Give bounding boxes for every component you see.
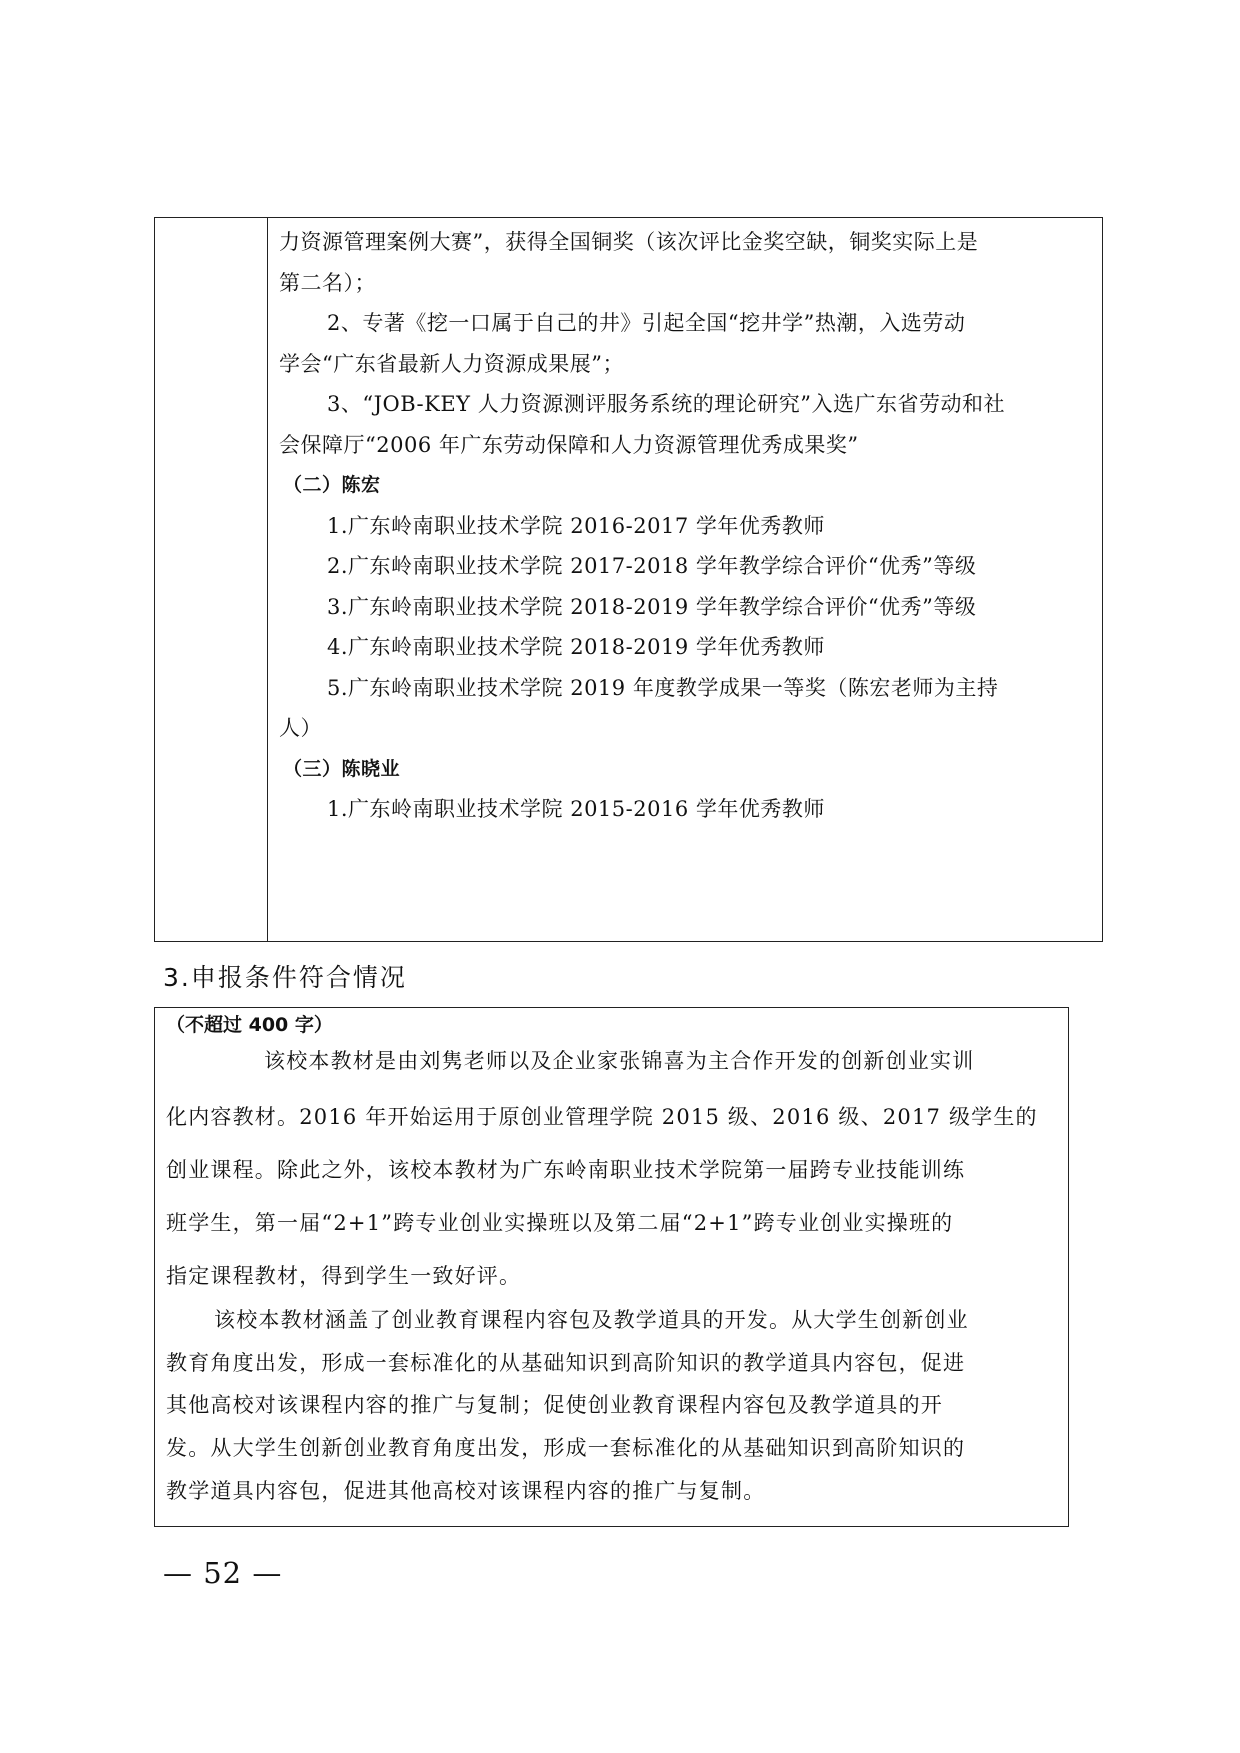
subheading-chen-hong: （二）陈宏 [283,474,381,496]
word-limit-note: （不超过 400 字） [166,1014,333,1036]
table-column-divider [267,218,268,941]
subheading-chen-xiaoye: （三）陈晓业 [283,757,401,780]
paragraph-line: 班学生，第一届“2+1”跨专业创业实操班以及第二届“2+1”跨专业创业实操班的 [166,1211,954,1235]
paragraph-line: 创业课程。除此之外，该校本教材为广东岭南职业技术学院第一届跨专业技能训练 [166,1158,966,1182]
paragraph-line: 该校本教材是由刘隽老师以及企业家张锦喜为主合作开发的创新创业实训 [264,1049,975,1073]
award-line: 第二名）； [279,270,376,295]
award-line: 会保障厅“2006 年广东劳动保障和人力资源管理优秀成果奖” [279,432,859,457]
section-title: 3.申报条件符合情况 [163,963,407,992]
paragraph-line: 其他高校对该课程内容的推广与复制；促使创业教育课程内容包及教学道具的开 [166,1393,943,1417]
page-number: — 52 — [163,1556,283,1590]
award-line: 人） [279,716,322,740]
paragraph-line: 教育角度出发，形成一套标准化的从基础知识到高阶知识的教学道具内容包，促进 [166,1351,966,1375]
award-line: 2.广东岭南职业技术学院 2017-2018 学年教学综合评价“优秀”等级 [327,554,977,578]
paragraph-line: 指定课程教材，得到学生一致好评。 [166,1264,522,1288]
award-line: 3、“JOB-KEY 人力资源测评服务系统的理论研究”入选广东省劳动和社 [327,392,1005,416]
award-line: 3.广东岭南职业技术学院 2018-2019 学年教学综合评价“优秀”等级 [327,594,977,619]
award-line: 2、专著《挖一口属于自己的井》引起全国“挖井学”热潮，入选劳动 [327,311,966,335]
award-line: 1.广东岭南职业技术学院 2015-2016 学年优秀教师 [327,797,825,821]
awards-table [154,217,1103,942]
award-line: 5.广东岭南职业技术学院 2019 年度教学成果一等奖（陈宏老师为主持 [327,675,999,700]
paragraph-line: 该校本教材涵盖了创业教育课程内容包及教学道具的开发。从大学生创新创业 [214,1308,969,1332]
eligibility-box [154,1007,1069,1527]
awards-cell [279,222,1094,830]
award-line: 1.广东岭南职业技术学院 2016-2017 学年优秀教师 [327,513,825,538]
paragraph-line: 发。从大学生创新创业教育角度出发，形成一套标准化的从基础知识到高阶知识的 [166,1436,966,1460]
award-line: 力资源管理案例大赛”，获得全国铜奖（该次评比金奖空缺，铜奖实际上是 [279,230,979,254]
award-line: 4.广东岭南职业技术学院 2018-2019 学年优秀教师 [327,635,825,659]
paragraph-line: 化内容教材。2016 年开始运用于原创业管理学院 2015 级、2016 级、2017 级学生的 [166,1105,1038,1129]
award-line: 学会“广东省最新人力资源成果展”； [279,351,624,376]
paragraph-line: 教学道具内容包，促进其他高校对该课程内容的推广与复制。 [166,1479,766,1503]
